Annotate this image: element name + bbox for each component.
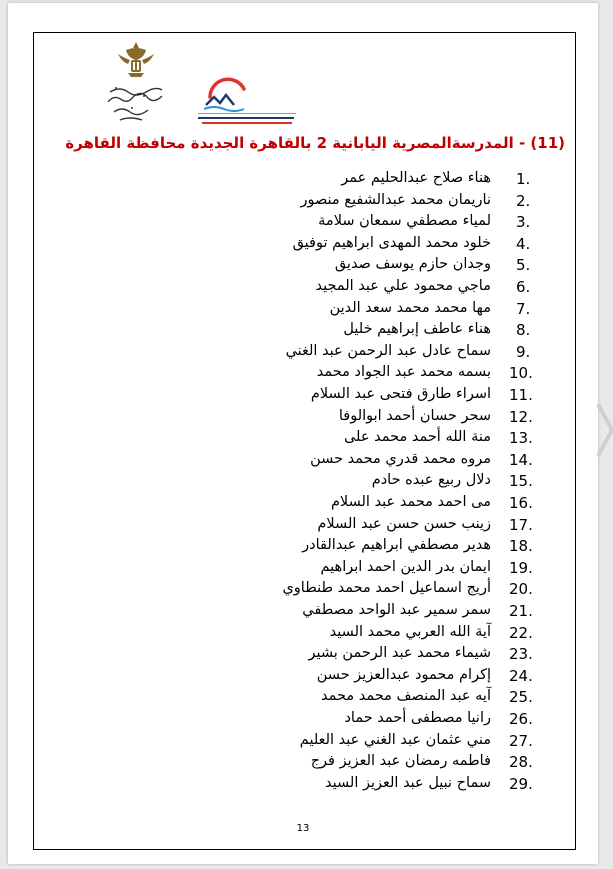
list-item-name: إكرام محمود عبدالعزيز حسن xyxy=(316,666,491,683)
page-number: 13 xyxy=(296,823,310,834)
list-item-name: مى احمد محمد عبد السلام xyxy=(330,494,491,510)
list-item-name: هدير مصطفي ابراهيم عبدالقادر xyxy=(302,537,491,554)
list-item-number: 15. xyxy=(509,472,533,491)
list-item-number: 2. xyxy=(516,191,531,210)
list-item-number: 1. xyxy=(516,170,531,188)
list-item-name: سماح عادل عبد الرحمن عبد الغني xyxy=(285,342,491,359)
list-item xyxy=(8,580,598,602)
list-item-number: 7. xyxy=(516,299,531,318)
list-item-name: شيماء محمد عبد الرحمن بشير xyxy=(308,645,491,662)
list-item xyxy=(8,235,598,257)
list-item-name: سحر حسان أحمد ابوالوفا xyxy=(338,407,491,424)
school-heading: (11) - المدرسةالمصرية اليابانية 2 بالقاهرة الجديدة محافظة القاهرة xyxy=(65,134,565,152)
list-item-number: 25. xyxy=(509,688,533,707)
list-item-name: اسراء طارق فتحى عبد السلام xyxy=(310,386,491,402)
list-item xyxy=(8,753,598,775)
list-item xyxy=(8,386,598,408)
list-item-name: ايمان بدر الدين احمد ابراهيم xyxy=(320,558,491,575)
list-item-name: هناء صلاح عبدالحليم عمر xyxy=(341,170,491,186)
list-item xyxy=(8,732,598,754)
list-item xyxy=(8,256,598,278)
list-item-name: وجدان حازم يوسف صديق xyxy=(334,256,491,273)
list-item xyxy=(8,408,598,430)
list-item-number: 3. xyxy=(516,213,531,232)
list-item-name: مني عثمان عبد الغني عبد العليم xyxy=(299,731,491,748)
list-item-name: سماح نبيل عبد العزيز السيد xyxy=(325,774,491,791)
list-item xyxy=(8,192,598,214)
list-item-name: رانيا مصطفى أحمد حماد xyxy=(344,710,491,726)
list-item-name: منة الله أحمد محمد على xyxy=(343,429,491,446)
list-item-number: 18. xyxy=(509,537,533,556)
list-item-number: 8. xyxy=(516,321,531,340)
list-item-number: 16. xyxy=(509,494,533,512)
list-item xyxy=(8,321,598,343)
list-item xyxy=(8,429,598,451)
list-item xyxy=(8,170,598,192)
list-item-number: 10. xyxy=(509,364,533,383)
list-item-number: 5. xyxy=(516,256,531,275)
list-item-number: 6. xyxy=(516,278,531,296)
list-item-number: 21. xyxy=(509,602,533,620)
list-item xyxy=(8,278,598,300)
list-item-number: 20. xyxy=(509,580,533,599)
list-item xyxy=(8,516,598,538)
list-item xyxy=(8,624,598,646)
list-item xyxy=(8,343,598,365)
list-item-name: سمر سمير عبد الواحد مصطفي xyxy=(302,602,491,618)
list-item xyxy=(8,645,598,667)
ejs-logo xyxy=(188,77,306,127)
list-item-number: 14. xyxy=(509,450,533,469)
list-item xyxy=(8,364,598,386)
list-item-number: 12. xyxy=(509,407,533,426)
list-item-number: 13. xyxy=(509,429,533,448)
list-item xyxy=(8,559,598,581)
list-item xyxy=(8,688,598,710)
list-item-name: أريج اسماعيل احمد محمد طنطاوي xyxy=(282,580,491,597)
list-item-number: 27. xyxy=(509,731,533,750)
list-item-number: 9. xyxy=(516,342,531,361)
list-item-number: 26. xyxy=(509,710,533,728)
list-item-name: بسمه محمد عبد الجواد محمد xyxy=(316,364,491,381)
list-item-name: فاطمه رمضان عبد العزيز فرج xyxy=(310,753,491,770)
list-item-name: ناريمان محمد عبدالشفيع منصور xyxy=(300,191,491,208)
list-item-number: 23. xyxy=(509,645,533,664)
list-item-name: مروه محمد قدري محمد حسن xyxy=(310,450,491,467)
list-item xyxy=(8,472,598,494)
list-item-number: 11. xyxy=(509,386,533,404)
list-item-name: دلال ربيع عبده حادم xyxy=(371,472,491,489)
list-item-name: آيه عبد المنصف محمد محمد xyxy=(321,688,491,705)
list-item-number: 19. xyxy=(509,558,533,577)
list-item-number: 28. xyxy=(509,753,533,772)
list-item xyxy=(8,775,598,797)
list-item xyxy=(8,602,598,624)
list-item xyxy=(8,494,598,516)
list-item-name: هناء عاطف إبراهيم خليل xyxy=(343,321,491,338)
list-item-name: لمياء مصطفي سمعان سلامة xyxy=(318,213,491,230)
list-item xyxy=(8,710,598,732)
list-item-number: 24. xyxy=(509,666,533,685)
list-item xyxy=(8,213,598,235)
list-item-name: زينب حسن حسن عبد السلام xyxy=(317,515,491,532)
list-item-name: مها محمد محمد سعد الدين xyxy=(329,299,491,316)
document-page xyxy=(8,3,598,864)
list-item-number: 4. xyxy=(516,234,531,253)
list-item-name: آية الله العربي محمد السيد xyxy=(329,623,491,640)
list-item-name: ماجي محمود علي عبد المجيد xyxy=(315,278,491,294)
list-item xyxy=(8,451,598,473)
next-page-chevron-icon[interactable] xyxy=(596,398,613,462)
list-item-number: 29. xyxy=(509,774,533,793)
list-item-number: 17. xyxy=(509,515,533,534)
list-item xyxy=(8,300,598,322)
list-item-number: 22. xyxy=(509,623,533,642)
list-item xyxy=(8,537,598,559)
list-item xyxy=(8,667,598,689)
list-item-name: خلود محمد المهدى ابراهيم توفيق xyxy=(292,234,491,251)
ministry-logo xyxy=(104,40,168,128)
